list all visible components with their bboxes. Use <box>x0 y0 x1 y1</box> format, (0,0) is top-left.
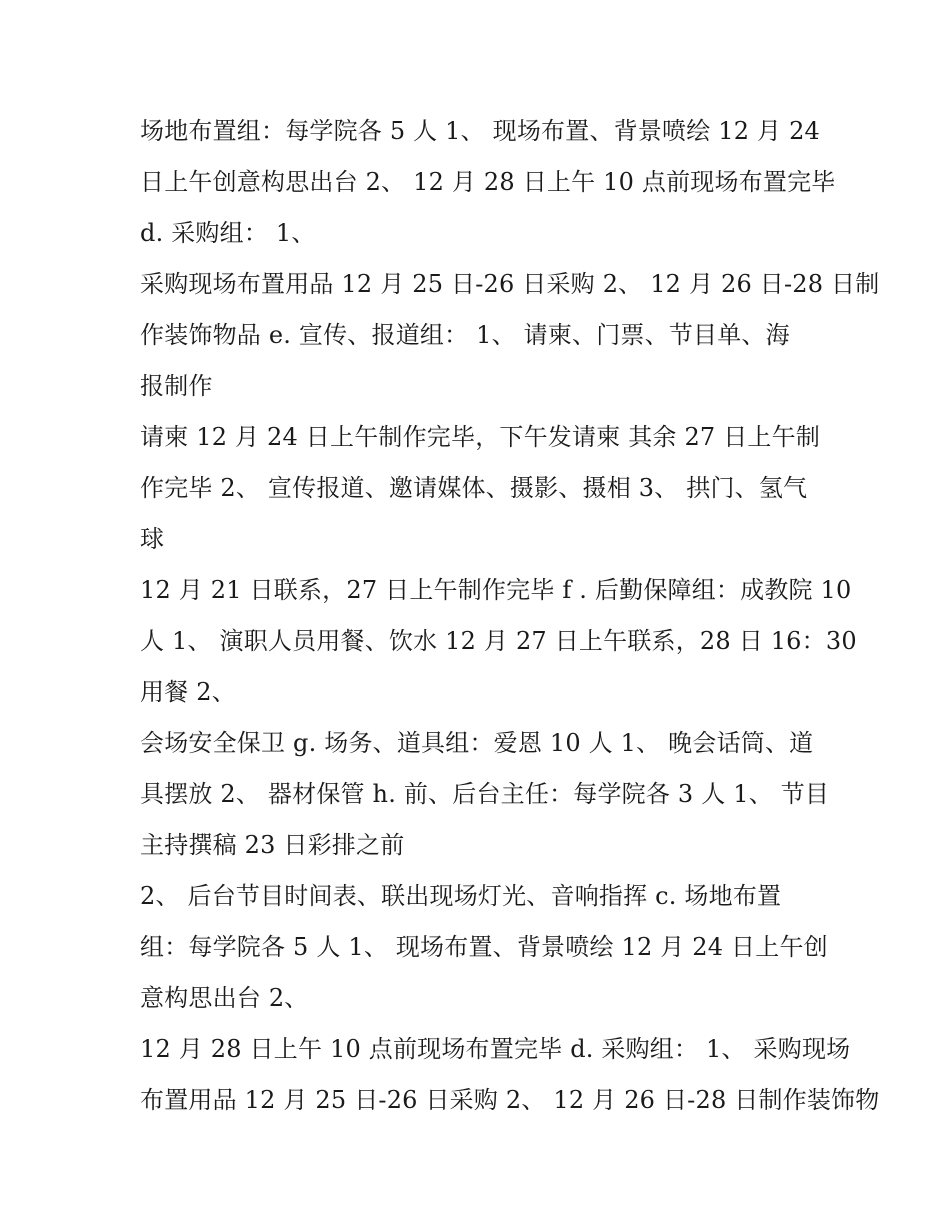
text-line: 用餐 2、 <box>140 678 236 706</box>
text-line: 场地布置组：每学院各 5 人 1、 现场布置、背景喷绘 12 月 24 <box>140 117 821 145</box>
text-line: 报制作 <box>140 372 213 400</box>
text-line: d. 采购组： 1、 <box>140 219 316 247</box>
document-body <box>140 106 880 1126</box>
text-line: 会场安全保卫 g. 场务、道具组：爱恩 10 人 1、 晚会话筒、道 <box>140 729 814 757</box>
text-line: 球 <box>140 525 165 553</box>
text-line: 2、 后台节目时间表、联出现场灯光、音响指挥 c. 场地布置 <box>140 882 782 910</box>
text-line: 12 月 21 日联系，27 日上午制作完毕 f . 后勤保障组：成教院 10 <box>140 576 852 604</box>
text-line: 12 月 28 日上午 10 点前现场布置完毕 d. 采购组： 1、 采购现场 <box>140 1035 851 1063</box>
text-line: 主持撰稿 23 日彩排之前 <box>140 831 405 859</box>
text-line: 具摆放 2、 器材保管 h. 前、后台主任：每学院各 3 人 1、 节目 <box>140 780 830 808</box>
text-line: 采购现场布置用品 12 月 25 日-26 日采购 2、 12 月 26 日-28 日制 <box>140 270 880 298</box>
text-line: 日上午创意构思出台 2、 12 月 28 日上午 10 点前现场布置完毕 <box>140 168 836 196</box>
text-line: 意构思出台 2、 <box>140 984 309 1012</box>
text-line: 作完毕 2、 宣传报道、邀请媒体、摄影、摄相 3、 拱门、氢气 <box>140 474 808 502</box>
text-line: 人 1、 演职人员用餐、饮水 12 月 27 日上午联系，28 日 16：30 <box>140 627 857 655</box>
text-line: 作装饰物品 e. 宣传、报道组： 1、 请柬、门票、节目单、海 <box>140 321 790 349</box>
text-line: 请柬 12 月 24 日上午制作完毕，下午发请柬 其余 27 日上午制 <box>140 423 821 451</box>
text-line: 布置用品 12 月 25 日-26 日采购 2、 12 月 26 日-28 日制作装饰物 <box>140 1086 880 1114</box>
text-line: 组：每学院各 5 人 1、 现场布置、背景喷绘 12 月 24 日上午创 <box>140 933 828 961</box>
